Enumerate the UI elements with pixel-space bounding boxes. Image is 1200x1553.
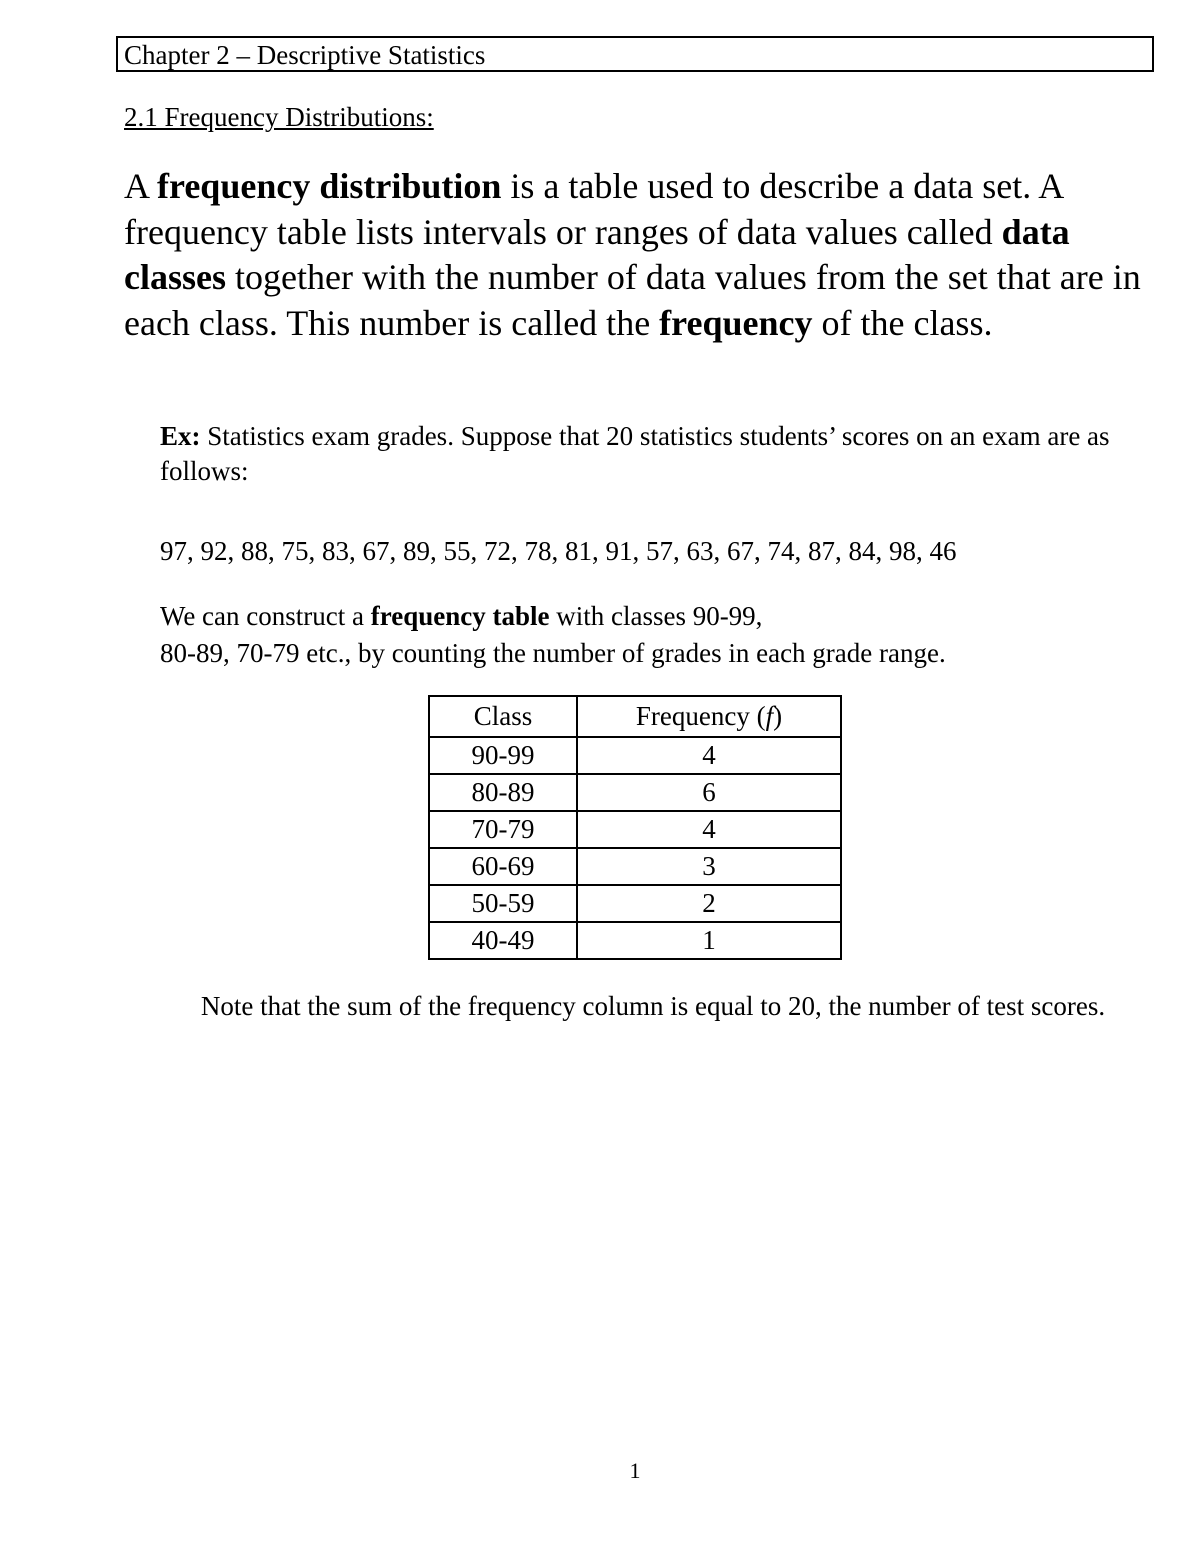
frequency-cell: 2 (577, 885, 841, 922)
column-header-frequency (577, 696, 841, 737)
construct-text-1: We can construct a (160, 601, 371, 631)
table-row (429, 922, 841, 959)
table-row (429, 848, 841, 885)
frequency-cell: 3 (577, 848, 841, 885)
term-frequency-distribution: frequency distribution (157, 166, 502, 206)
example-intro (160, 419, 1160, 489)
frequency-table (428, 695, 842, 960)
definition-text-4: of the class. (812, 302, 993, 343)
frequency-cell: 6 (577, 774, 841, 811)
frequency-cell: 1 (577, 922, 841, 959)
definition-text-2: is a table used to describe a data set. A frequency table lists intervals or ranges of data values called (124, 166, 1063, 252)
table-row (429, 774, 841, 811)
definition-text-3: together with the number of data values from the set that are in each class. This number is called the (124, 257, 1141, 343)
frequency-header-label: Frequency ( (635, 701, 766, 731)
chapter-title: Chapter 2 – Descriptive Statistics (124, 40, 486, 70)
definition-paragraph (124, 164, 1164, 346)
example-text: Statistics exam grades. Suppose that 20 statistics students’ scores on an exam are as follows: (160, 421, 1110, 486)
frequency-sum-note: Note that the sum of the frequency column is equal to 20, the number of test scores. (200, 991, 1106, 1021)
example-label: Ex: (160, 421, 201, 451)
class-cell: 80-89 (429, 774, 577, 811)
table-row (429, 885, 841, 922)
frequency-symbol: f (765, 701, 774, 731)
frequency-cell: 4 (577, 737, 841, 774)
class-cell: 60-69 (429, 848, 577, 885)
term-frequency-table: frequency table (370, 601, 550, 631)
construct-text-3: 80-89, 70-79 etc., by counting the number of grades in each grade range. (160, 638, 946, 668)
term-data-classes: data classes (124, 211, 1070, 297)
frequency-cell: 4 (577, 811, 841, 848)
definition-text-1: A (124, 166, 158, 206)
chapter-header (116, 36, 1154, 72)
frequency-header-close: ) (773, 701, 783, 731)
page-number: 1 (629, 1458, 641, 1483)
table-row (429, 811, 841, 848)
class-cell: 90-99 (429, 737, 577, 774)
column-header-class: Class (429, 696, 577, 737)
construct-text-2: with classes 90-99, (549, 601, 763, 631)
table-header-row (429, 696, 841, 737)
class-cell: 40-49 (429, 922, 577, 959)
section-heading: 2.1 Frequency Distributions: (124, 102, 434, 132)
term-frequency: frequency (659, 302, 813, 343)
class-cell: 50-59 (429, 885, 577, 922)
class-cell: 70-79 (429, 811, 577, 848)
table-row (429, 737, 841, 774)
construct-paragraph (160, 598, 1160, 672)
exam-scores-list: 97, 92, 88, 75, 83, 67, 89, 55, 72, 78, 81, 91, 57, 63, 67, 74, 87, 84, 98, 46 (160, 536, 957, 566)
